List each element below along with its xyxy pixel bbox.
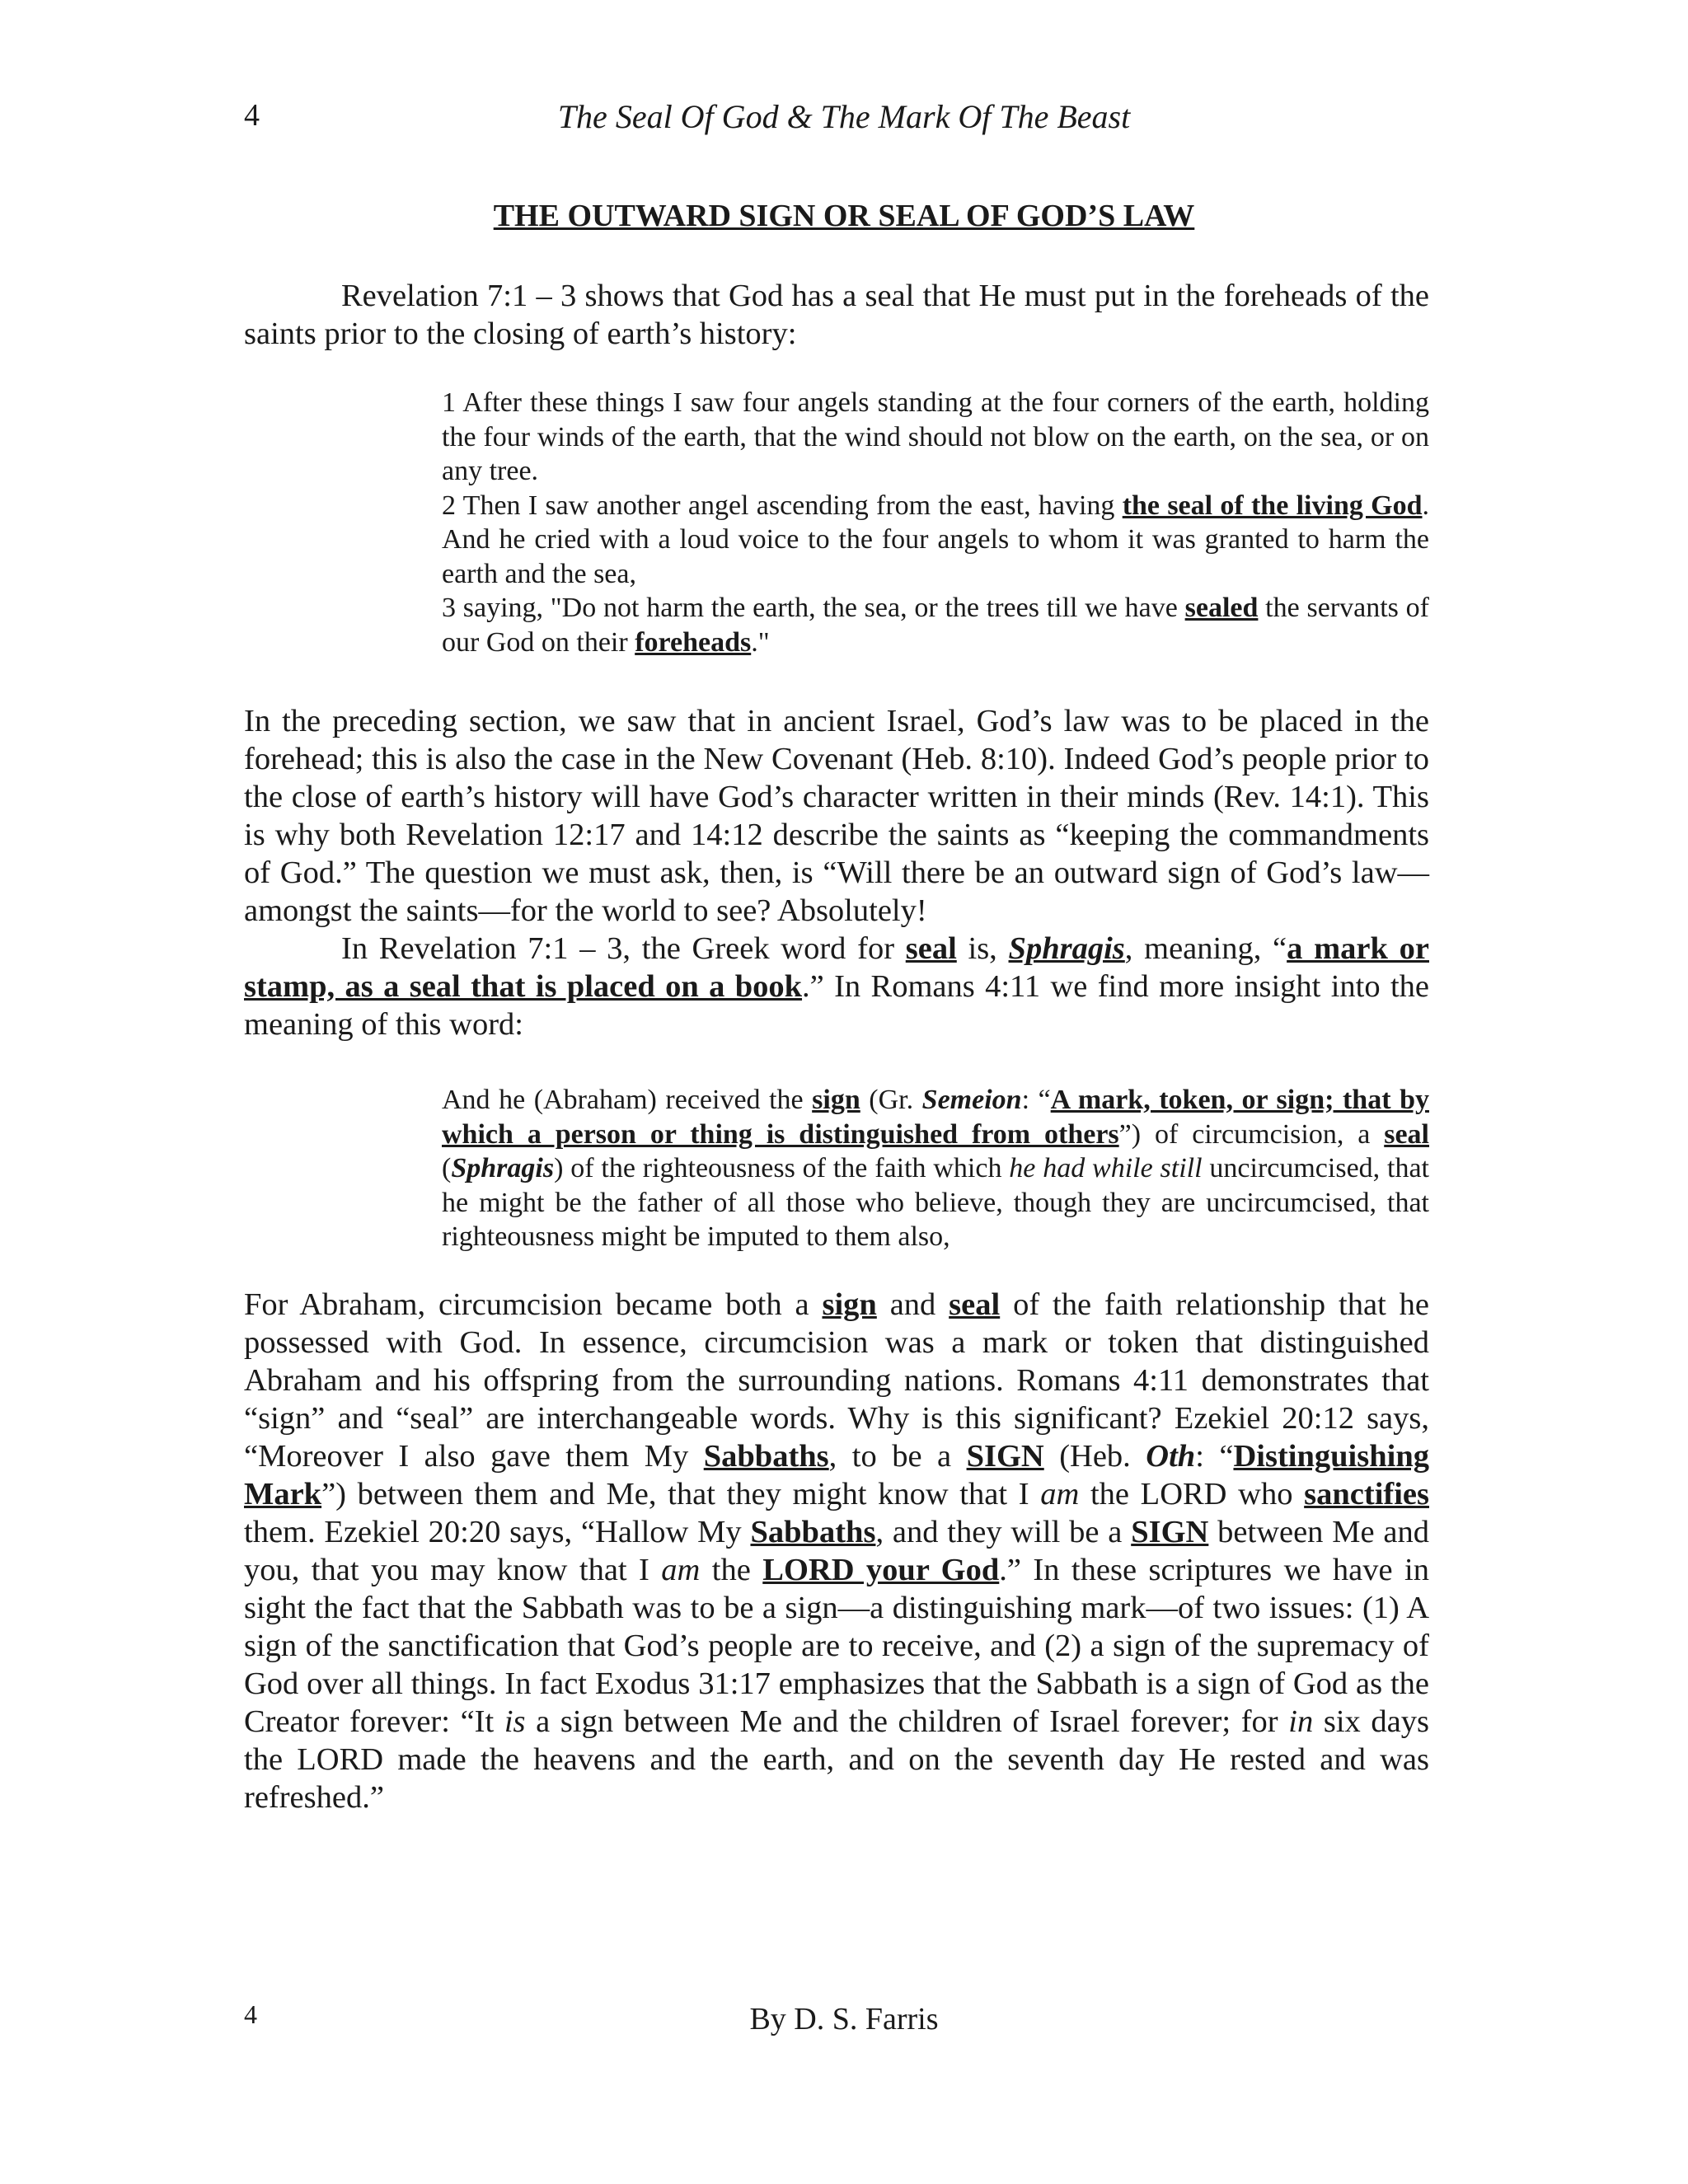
q2-text-7: uncircumcised, that he might be the father of all those who believe, though they are uncircumcised, that righteousness might be imputed to them also, [442,1153,1429,1252]
p4-text-1: For Abraham, circumcision became both a [244,1287,823,1322]
p3-text-2: is, [956,931,1009,966]
q2-text-5: ( [442,1153,452,1183]
q2-sphragis: Sphragis [451,1153,555,1183]
p4-text-7: ”) between them and Me, that they might know that I [321,1477,1041,1511]
p4-text-5: (Heb. [1043,1439,1146,1474]
p4-is: is [504,1704,526,1739]
footer-author: By D. S. Farris [749,2002,939,2036]
verse-3-emphasis-foreheads: foreheads [635,626,752,658]
romans-quote [442,1083,1429,1254]
verse-3 [442,591,1429,659]
p4-text-2: and [876,1287,950,1322]
p4-sign: sign [822,1287,877,1322]
romans-quote-text [442,1083,1429,1254]
p4-text-4: , to be a [828,1439,967,1474]
p4-text-9: them. Ezekiel 20:20 says, “Hallow My [244,1515,751,1549]
p4-text-3: of the faith relationship that he possessed with God. In essence, circumcision was a mark or token that distinguished Abraham and his offspring from the surrounding nations. Romans 4:11 demonstrates that “sign” and “seal” are interchangeable words. Why is this significant? Ezekiel 20:12 says, “Moreover I also gave them My [244,1287,1429,1474]
p4-seal: seal [949,1287,1001,1322]
intro-paragraph [244,277,1429,353]
paragraph-sphragis [244,930,1429,1043]
q2-text-6: ) of the righteousness of the faith which [554,1153,1010,1183]
p4-text-13: .” In these scriptures we have in sight the fact that the Sabbath was to be a sign—a distinguishing mark—of two issues: (1) A sign of the sanctification that God’s people are to receive, and (2) a sign of the supremacy of God over all things. In fact Exodus 31:17 emphasizes that the Sabbath is a sign of God as the Creator forever: “It [244,1553,1429,1739]
p4-text-6: : “ [1195,1439,1234,1474]
p4-in: in [1288,1704,1314,1739]
intro-text: Revelation 7:1 – 3 shows that God has a seal that He must put in the foreheads of the saints prior to the closing of earth’s history: [244,279,1429,351]
p3-text-1: In Revelation 7:1 – 3, the Greek word for [341,931,906,966]
q2-text-1: And he (Abraham) received the [442,1085,813,1115]
q2-semeion: Semeion [921,1085,1022,1115]
paragraph-preceding-section: In the preceding section, we saw that in ancient Israel, God’s law was to be placed in the forehead; this is also the case in the New Covenant (Heb. 8:10). Indeed God’s people prior to the close of earth’s history will have God’s character written in their minds (Rev. 14:1). This is why both Revelation 12:17 and 14:12 describe the saints as “keeping the commandments of God.” The question we must ask, then, is “Will there be an outward sign of God’s law—amongst the saints—for the world to see? Absolutely! [244,704,1429,928]
p4-distinguishing-mark: Distinguishing Mark [244,1439,1429,1511]
p4-sign-caps-2: SIGN [1131,1515,1209,1549]
header-page-number: 4 [244,98,260,133]
q2-definition: A mark, token, or sign; that by which a person or thing is distinguished from others [442,1085,1429,1150]
verse-2-text-a: 2 Then I saw another angel ascending from the east, having [442,490,1123,521]
p4-text-8: the LORD who [1079,1477,1305,1511]
q2-sign: sign [812,1085,860,1115]
p3-seal: seal [905,931,957,966]
footer-page-number: 4 [244,1999,257,2029]
section-heading: THE OUTWARD SIGN OR SEAL OF GOD’S LAW [493,199,1195,233]
verse-1: 1 After these things I saw four angels standing at the four corners of the earth, holding the four winds of the earth, that the wind should not blow on the earth, on the sea, or on any tree. [442,387,1429,486]
q2-text-2: (Gr. [860,1085,922,1115]
verse-2-emphasis: the seal of the living God [1122,490,1423,521]
p3-sphragis: Sphragis [1008,931,1125,966]
p4-am-1: am [1040,1477,1080,1511]
p4-text-12: the [700,1553,763,1587]
verse-3-emphasis-sealed: sealed [1184,593,1259,623]
p3-meaning: a mark or stamp, as a seal that is placed on a book [244,931,1429,1004]
p4-sabbaths-1: Sabbaths [703,1439,829,1474]
verse-2-text-b: . And he cried with a loud voice to the four angels to whom it was granted to harm the earth and the sea, [442,490,1429,589]
p3-text-4: .” In Romans 4:11 we find more insight into the meaning of this word: [244,969,1429,1042]
q2-text-4: ”) of circumcision, a [1118,1118,1385,1150]
p4-text-11: between Me and you, that you may know that I [244,1515,1429,1587]
p4-text-10: , and they will be a [875,1515,1132,1549]
p4-oth: Oth [1146,1439,1196,1474]
p4-sanctifies: sanctifies [1304,1477,1429,1511]
paragraph-abraham [244,1286,1429,1816]
running-title: The Seal Of God & The Mark Of The Beast [557,98,1131,135]
body-paragraphs-1 [244,702,1429,1043]
verse-3-text-b: the servants of our God on their [442,593,1429,658]
revelation-quote [442,386,1429,659]
verse-3-text-c: ." [751,626,770,658]
p4-text-14: a sign between Me and the children of Israel forever; for [525,1704,1289,1739]
p4-sabbaths-2: Sabbaths [750,1515,876,1549]
q2-he-had: he had while still [1009,1153,1203,1183]
q2-text-3: : “ [1021,1085,1051,1115]
verse-2 [442,489,1429,592]
p4-sign-caps-1: SIGN [966,1439,1044,1474]
verse-3-text-a: 3 saying, "Do not harm the earth, the sea, or the trees till we have [442,593,1185,623]
p4-text-15: six days the LORD made the heavens and the earth, and on the seventh day He rested and was refreshed.” [244,1704,1430,1815]
q2-seal: seal [1384,1118,1429,1150]
body-paragraphs-2 [244,1286,1429,1816]
p3-text-3: , meaning, “ [1124,931,1287,966]
p4-lord-your-god: LORD your God [762,1553,1000,1587]
p4-am-2: am [661,1553,701,1587]
